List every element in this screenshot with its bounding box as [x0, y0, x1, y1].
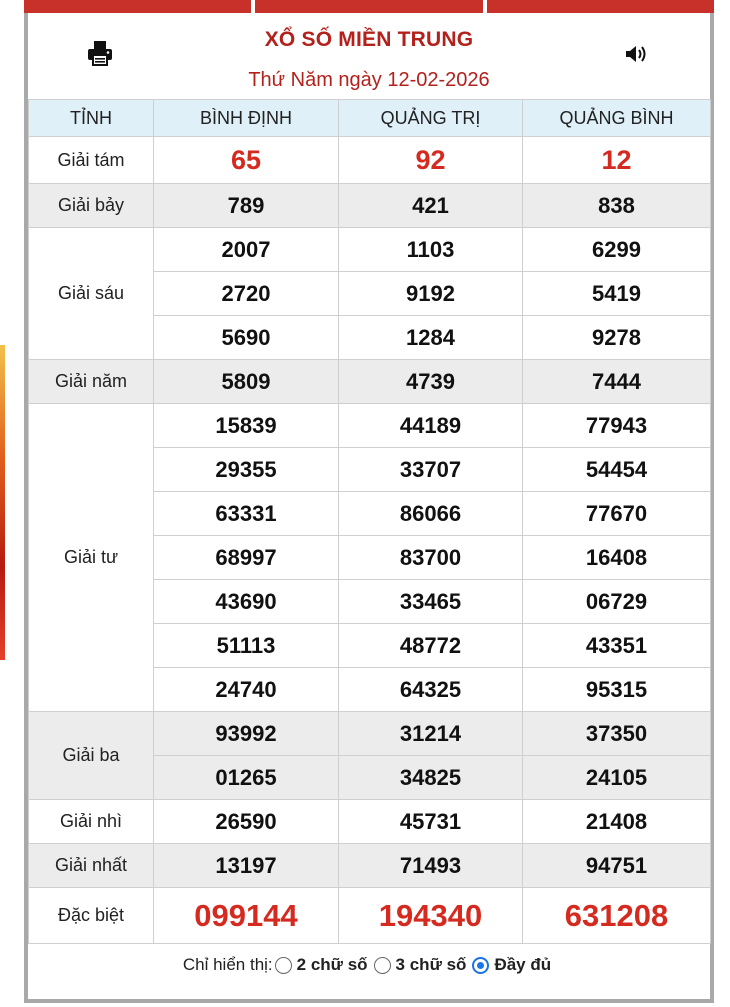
result-cell: 64325: [339, 668, 523, 712]
result-cell: 421: [339, 184, 523, 228]
result-cell: 2007: [154, 228, 339, 272]
table-row: [29, 184, 711, 228]
result-cell: 83700: [339, 536, 523, 580]
column-header-province: TỈNH: [29, 100, 154, 137]
result-cell: 71493: [339, 844, 523, 888]
special-result-cell: 099144: [154, 888, 339, 944]
result-cell: 5809: [154, 360, 339, 404]
result-cell: 77670: [523, 492, 711, 536]
result-header: [28, 13, 710, 99]
result-cell: 1284: [339, 316, 523, 360]
column-header-quang-tri: QUẢNG TRỊ: [339, 100, 523, 137]
result-cell: 48772: [339, 624, 523, 668]
top-tab-bar: [24, 0, 714, 13]
result-cell: 24105: [523, 756, 711, 800]
option-label: 3 chữ số: [395, 955, 467, 974]
result-cell: 12: [523, 137, 711, 184]
result-cell: 789: [154, 184, 339, 228]
result-cell: 7444: [523, 360, 711, 404]
top-tab[interactable]: [24, 0, 251, 13]
option-full[interactable]: [470, 955, 555, 975]
result-cell: 9192: [339, 272, 523, 316]
result-cell: 86066: [339, 492, 523, 536]
prize-label-g2: Giải nhì: [29, 800, 154, 844]
result-cell: 45731: [339, 800, 523, 844]
result-cell: 5419: [523, 272, 711, 316]
radio-button[interactable]: [374, 957, 391, 974]
top-tab[interactable]: [487, 0, 714, 13]
prize-label-g6: Giải sáu: [29, 228, 154, 360]
results-table: [28, 99, 711, 944]
draw-date: Thứ Năm ngày 12-02-2026: [248, 69, 490, 91]
table-row: [29, 360, 711, 404]
display-filter-label: Chỉ hiển thị:: [182, 955, 273, 974]
prize-label-g5: Giải năm: [29, 360, 154, 404]
result-cell: 33465: [339, 580, 523, 624]
result-cell: 06729: [523, 580, 711, 624]
result-cell: 838: [523, 184, 711, 228]
prize-label-g4: Giải tư: [29, 404, 154, 712]
column-header-quang-binh: QUẢNG BÌNH: [523, 100, 711, 137]
prize-label-g8: Giải tám: [29, 137, 154, 184]
result-cell: 4739: [339, 360, 523, 404]
result-cell: 95315: [523, 668, 711, 712]
result-cell: 33707: [339, 448, 523, 492]
table-row: [29, 228, 711, 272]
prize-label-g3: Giải ba: [29, 712, 154, 800]
result-cell: 2720: [154, 272, 339, 316]
result-cell: 51113: [154, 624, 339, 668]
table-row: [29, 844, 711, 888]
result-cell: 68997: [154, 536, 339, 580]
result-cell: 24740: [154, 668, 339, 712]
table-row: [29, 137, 711, 184]
result-cell: 15839: [154, 404, 339, 448]
result-cell: 31214: [339, 712, 523, 756]
option-3-digits[interactable]: [372, 955, 471, 975]
result-cell: 34825: [339, 756, 523, 800]
special-result-cell: 194340: [339, 888, 523, 944]
result-cell: 13197: [154, 844, 339, 888]
page-title: XỔ SỐ MIỀN TRUNG: [264, 28, 474, 51]
result-cell: 54454: [523, 448, 711, 492]
prize-label-special: Đặc biệt: [29, 888, 154, 944]
display-filter: [28, 944, 710, 986]
speaker-icon: [624, 43, 648, 65]
result-cell: 94751: [523, 844, 711, 888]
result-cell: 44189: [339, 404, 523, 448]
option-2-digits[interactable]: [273, 955, 372, 975]
radio-button[interactable]: [275, 957, 292, 974]
result-cell: 29355: [154, 448, 339, 492]
option-label: 2 chữ số: [296, 955, 368, 974]
table-row: [29, 404, 711, 448]
sound-button[interactable]: [624, 43, 648, 65]
table-row: [29, 712, 711, 756]
table-header-row: [29, 100, 711, 137]
lottery-result-panel: [24, 13, 714, 1003]
special-result-cell: 631208: [523, 888, 711, 944]
result-cell: 01265: [154, 756, 339, 800]
radio-button-selected[interactable]: [472, 957, 489, 974]
result-cell: 16408: [523, 536, 711, 580]
side-banner-strip: [0, 345, 5, 660]
result-cell: 1103: [339, 228, 523, 272]
top-tab[interactable]: [255, 0, 482, 13]
result-cell: 9278: [523, 316, 711, 360]
option-label: Đầy đủ: [494, 955, 552, 974]
result-cell: 21408: [523, 800, 711, 844]
result-cell: 65: [154, 137, 339, 184]
table-row: [29, 800, 711, 844]
result-cell: 93992: [154, 712, 339, 756]
result-cell: 37350: [523, 712, 711, 756]
result-cell: 43351: [523, 624, 711, 668]
result-cell: 6299: [523, 228, 711, 272]
result-cell: 26590: [154, 800, 339, 844]
result-cell: 5690: [154, 316, 339, 360]
result-cell: 77943: [523, 404, 711, 448]
result-cell: 43690: [154, 580, 339, 624]
prize-label-g7: Giải bảy: [29, 184, 154, 228]
column-header-binh-dinh: BÌNH ĐỊNH: [154, 100, 339, 137]
prize-label-g1: Giải nhất: [29, 844, 154, 888]
table-row: [29, 888, 711, 944]
result-cell: 63331: [154, 492, 339, 536]
result-cell: 92: [339, 137, 523, 184]
